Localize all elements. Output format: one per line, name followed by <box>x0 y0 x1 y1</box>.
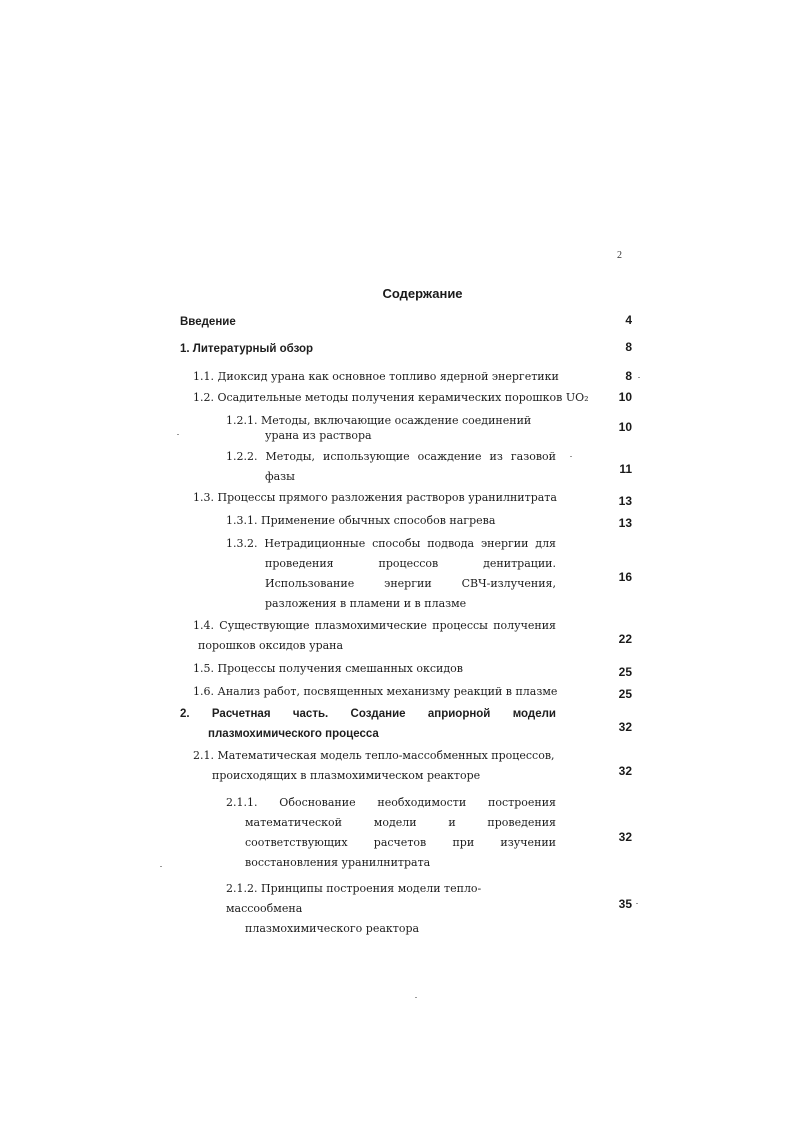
toc-page-number: 35 <box>618 897 632 911</box>
toc-entry-line: соответствующих расчетов при изучении <box>245 836 556 849</box>
toc-entry-line: порошков оксидов урана <box>198 639 344 652</box>
toc-entry-1-2 <box>193 388 589 408</box>
toc-entry-line: 2.1.2. Принципы построения модели тепло-массообмена <box>226 882 482 915</box>
toc-page-number: 13 <box>618 494 632 508</box>
scan-speck <box>638 377 640 378</box>
toc-entry-label: 1.5. Процессы получения смешанных оксидов <box>193 662 463 675</box>
toc-entry-1-6 <box>193 682 557 702</box>
toc-entry-line: 1.4. Существующие плазмохимические процессы получения <box>193 619 556 632</box>
toc-page-number: 8 <box>625 369 632 383</box>
toc-entry-intro <box>180 312 236 332</box>
scan-speck <box>160 866 162 867</box>
toc-entry-label: 1.2. Осадительные методы получения керамических порошков UO₂ <box>193 391 589 404</box>
toc-entry-line: Использование энергии СВЧ-излучения, <box>265 577 556 590</box>
toc-page-number: 32 <box>618 720 632 734</box>
toc-page-number: 11 <box>619 462 632 476</box>
toc-entry-line: урана из раствора <box>265 429 372 442</box>
toc-entry-2-1-1 <box>226 793 556 873</box>
toc-entry-1-2-2 <box>226 447 556 487</box>
toc-entry-line: разложения в пламени и в плазме <box>265 597 467 610</box>
toc-page-number: 16 <box>618 570 632 584</box>
scan-speck <box>415 997 417 998</box>
toc-entry-chapter-2 <box>180 704 556 744</box>
toc-entry-line: 1.3.2. Нетрадиционные способы подвода энергии для <box>226 537 556 550</box>
toc-page-number: 25 <box>618 687 632 701</box>
page-title: Содержание <box>382 286 463 301</box>
toc-entry-line: 1.2.2. Методы, использующие осаждение из газовой <box>226 450 556 463</box>
toc-entry-label: 1. Литературный обзор <box>180 343 314 355</box>
toc-entry-label: 1.1. Диоксид урана как основное топливо ядерной энергетики <box>193 370 559 383</box>
toc-page-number: 8 <box>625 340 632 354</box>
toc-entry-line: проведения процессов денитрации. <box>265 557 556 570</box>
toc-entry-line: 2.1.1. Обоснование необходимости построения <box>226 796 556 809</box>
scan-speck <box>177 434 179 435</box>
toc-page-number: 10 <box>618 420 632 434</box>
toc-entry-line: происходящих в плазмохимическом реакторе <box>212 769 481 782</box>
toc-entry-chapter-1 <box>180 339 313 359</box>
toc-entry-1-3-2 <box>226 534 556 614</box>
toc-page-number: 22 <box>618 632 632 646</box>
toc-page-number: 4 <box>625 313 632 327</box>
toc-entry-label: 1.6. Анализ работ, посвященных механизму реакций в плазме <box>193 685 558 698</box>
scan-speck <box>570 456 572 457</box>
toc-entry-label: Введение <box>180 316 236 328</box>
toc-entry-2-1 <box>193 746 556 786</box>
toc-page-number: 32 <box>618 764 632 778</box>
page-number: 2 <box>617 250 622 261</box>
toc-entry-line: 1.2.1. Методы, включающие осаждение соединений <box>226 414 532 427</box>
toc-entry-1-2-1 <box>226 413 556 443</box>
toc-entry-line: плазмохимического реактора <box>245 922 420 935</box>
toc-entry-1-1 <box>193 367 559 387</box>
toc-entry-1-5 <box>193 659 463 679</box>
toc-entry-label: 1.3. Процессы прямого разложения растворов уранилнитрата <box>193 491 557 504</box>
toc-page-number: 32 <box>618 830 632 844</box>
toc-entry-label: 1.3.1. Применение обычных способов нагрева <box>226 514 496 527</box>
toc-entry-line: фазы <box>265 470 295 483</box>
toc-entry-1-4 <box>193 616 556 656</box>
toc-entry-line: 2. Расчетная часть. Создание априорной модели <box>180 708 556 720</box>
scan-speck <box>636 903 638 904</box>
toc-entry-1-3-1 <box>226 511 495 531</box>
toc-page-number: 13 <box>618 516 632 530</box>
toc-entry-line: 2.1. Математическая модель тепло-массобменных процессов, <box>193 749 555 762</box>
toc-entry-line: плазмохимического процесса <box>208 728 379 740</box>
toc-entry-2-1-2 <box>226 879 556 939</box>
toc-page-number: 10 <box>618 390 632 404</box>
toc-entry-line: восстановления уранилнитрата <box>245 856 431 869</box>
toc-entry-line: математической модели и проведения <box>245 816 556 829</box>
toc-page-number: 25 <box>618 665 632 679</box>
toc-entry-1-3 <box>193 488 557 508</box>
